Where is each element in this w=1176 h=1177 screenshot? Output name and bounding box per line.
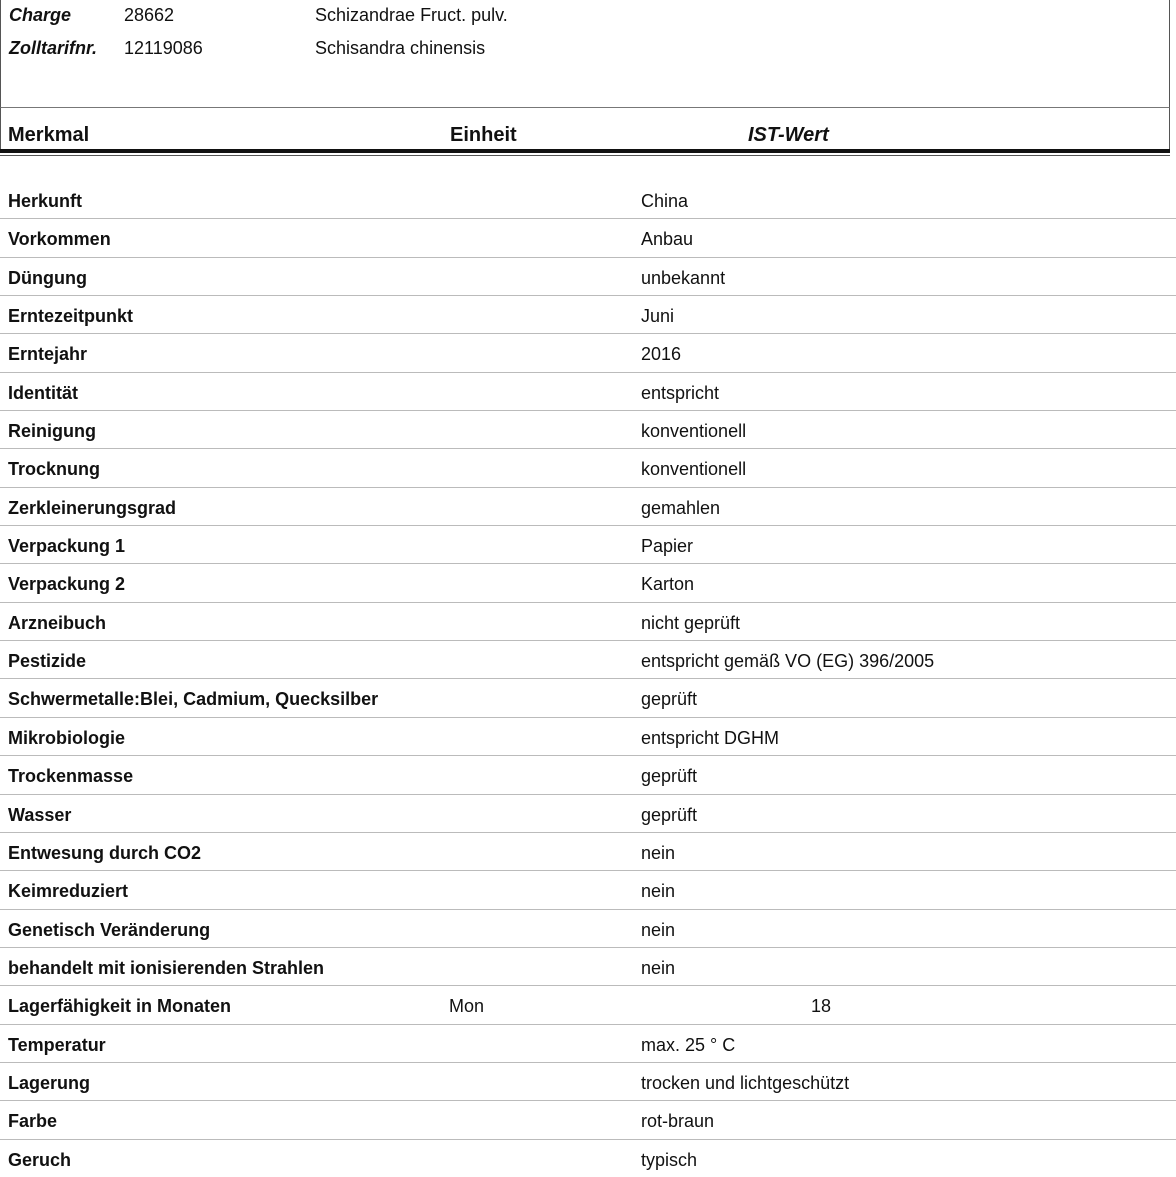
table-row bbox=[0, 948, 1176, 986]
row-value: nein bbox=[641, 957, 676, 978]
row-label: Schwermetalle:Blei, Cadmium, Quecksilber bbox=[8, 689, 379, 710]
row-value: Anbau bbox=[641, 229, 694, 250]
table-row bbox=[0, 258, 1176, 296]
document-header bbox=[0, 0, 1170, 108]
header-divider-thin bbox=[0, 155, 1170, 156]
row-label: Entwesung durch CO2 bbox=[8, 842, 202, 863]
row-label: Herkunft bbox=[8, 191, 83, 211]
table-row bbox=[0, 296, 1176, 334]
row-label: Keimreduziert bbox=[8, 881, 129, 902]
row-label: Pestizide bbox=[8, 651, 87, 672]
row-value: unbekannt bbox=[641, 267, 726, 288]
column-header-ist-wert: IST-Wert bbox=[748, 124, 829, 146]
table-row bbox=[0, 910, 1176, 948]
row-value: konventionell bbox=[641, 421, 747, 442]
row-value: 18 bbox=[811, 996, 832, 1017]
table-row bbox=[0, 1063, 1176, 1101]
row-value: trocken und lichtgeschützt bbox=[641, 1072, 850, 1093]
row-value: max. 25 ° C bbox=[641, 1034, 736, 1055]
row-value: nein bbox=[641, 881, 676, 902]
row-value: 2016 bbox=[641, 344, 682, 365]
row-value: nein bbox=[641, 919, 676, 940]
botanical-name: Schisandra chinensis bbox=[315, 38, 486, 58]
row-label: Verpackung 2 bbox=[8, 574, 126, 595]
table-row bbox=[0, 756, 1176, 794]
table-row bbox=[0, 334, 1176, 372]
column-header-einheit: Einheit bbox=[450, 124, 517, 146]
row-label: Zerkleinerungsgrad bbox=[8, 497, 177, 518]
row-label: Arzneibuch bbox=[8, 612, 107, 633]
row-label: Trocknung bbox=[8, 459, 101, 480]
table-row bbox=[0, 526, 1176, 564]
column-header-merkmal: Merkmal bbox=[8, 124, 90, 146]
table-row bbox=[0, 679, 1176, 717]
table-row bbox=[0, 488, 1176, 526]
product-name: Schizandrae Fruct. pulv. bbox=[315, 5, 508, 25]
column-header bbox=[0, 108, 1170, 149]
zolltarif-number: 12119086 bbox=[124, 38, 203, 58]
row-value: rot-braun bbox=[641, 1111, 715, 1132]
table-row bbox=[0, 641, 1176, 679]
row-value: geprüft bbox=[641, 804, 698, 825]
row-label: Farbe bbox=[8, 1111, 58, 1132]
row-label: Erntejahr bbox=[8, 344, 88, 365]
row-value: entspricht bbox=[641, 382, 720, 403]
row-label: Düngung bbox=[8, 267, 87, 288]
table-row bbox=[0, 718, 1176, 756]
row-label: Geruch bbox=[8, 1149, 72, 1170]
row-value: gemahlen bbox=[641, 497, 721, 518]
row-label: Trockenmasse bbox=[8, 766, 134, 787]
table-row bbox=[0, 181, 1176, 219]
row-label: Mikrobiologie bbox=[8, 727, 125, 748]
row-label: Wasser bbox=[8, 804, 72, 825]
table-row bbox=[0, 795, 1176, 833]
table-row bbox=[0, 219, 1176, 257]
table-row bbox=[0, 603, 1176, 641]
zolltarif-label: Zolltarifnr. bbox=[9, 38, 98, 58]
row-value: geprüft bbox=[641, 689, 698, 710]
row-label: Temperatur bbox=[8, 1034, 106, 1055]
row-value: typisch bbox=[641, 1149, 698, 1170]
row-value: China bbox=[641, 191, 689, 211]
row-label: Reinigung bbox=[8, 421, 96, 442]
row-unit: Mon bbox=[449, 996, 485, 1017]
table-row bbox=[0, 564, 1176, 602]
row-value: nicht geprüft bbox=[641, 612, 741, 633]
charge-number: 28662 bbox=[124, 5, 175, 25]
row-label: Verpackung 1 bbox=[8, 536, 126, 557]
table-row bbox=[0, 373, 1176, 411]
row-label: Lagerfähigkeit in Monaten bbox=[8, 996, 232, 1017]
row-value: Karton bbox=[641, 574, 695, 595]
row-value: Papier bbox=[641, 536, 694, 557]
row-value: geprüft bbox=[641, 766, 698, 787]
row-value: Juni bbox=[641, 306, 675, 327]
row-value: entspricht DGHM bbox=[641, 727, 780, 748]
table-row bbox=[0, 411, 1176, 449]
table-row bbox=[0, 449, 1176, 487]
table-row bbox=[0, 986, 1176, 1024]
table-row bbox=[0, 1101, 1176, 1139]
table-row bbox=[0, 1025, 1176, 1063]
row-value: nein bbox=[641, 842, 676, 863]
spec-table bbox=[0, 181, 1176, 1177]
row-value: konventionell bbox=[641, 459, 747, 480]
row-label: Vorkommen bbox=[8, 229, 111, 250]
header-divider bbox=[0, 149, 1170, 153]
table-row bbox=[0, 1140, 1176, 1177]
row-label: Erntezeitpunkt bbox=[8, 306, 134, 327]
row-label: Lagerung bbox=[8, 1072, 91, 1093]
row-label: behandelt mit ionisierenden Strahlen bbox=[8, 957, 325, 978]
row-value: entspricht gemäß VO (EG) 396/2005 bbox=[641, 651, 935, 672]
charge-label: Charge bbox=[9, 5, 72, 25]
table-row bbox=[0, 833, 1176, 871]
row-label: Identität bbox=[8, 382, 78, 403]
row-label: Genetisch Veränderung bbox=[8, 919, 211, 940]
table-row bbox=[0, 871, 1176, 909]
